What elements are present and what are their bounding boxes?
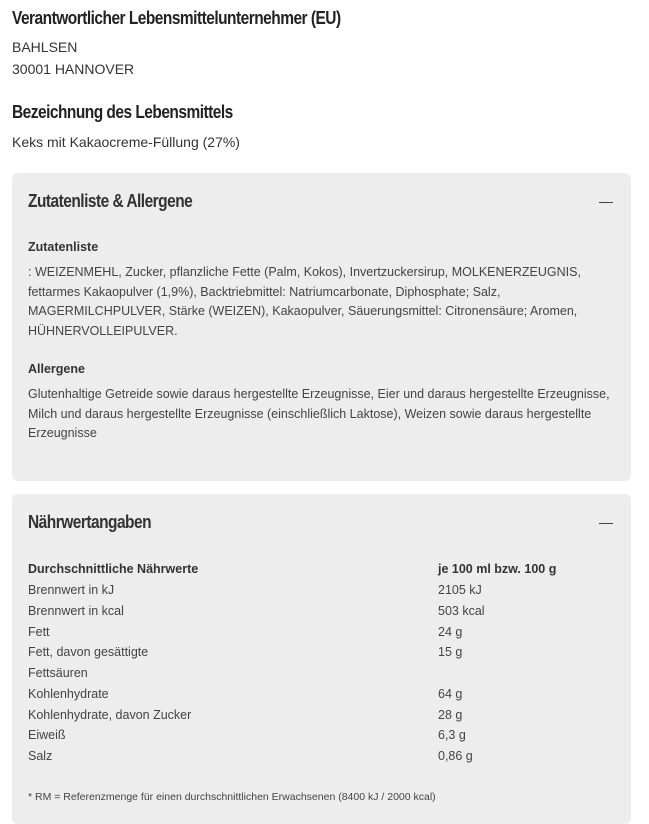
nutrition-panel-title[interactable]: Nährwertangaben [28,512,152,532]
nutrient-value: 28 g [438,708,463,722]
ingredients-panel-title[interactable]: Zutatenliste & Allergene [28,191,193,211]
operator-heading: Verantwortlicher Lebensmittelunternehmer (EU) [12,8,341,28]
nutrient-label: Brennwert in kJ [28,583,115,597]
nutrient-value: 24 g [438,625,463,639]
table-row [28,663,623,684]
nutrient-label: Fett, davon gesättigte [28,645,149,659]
ingredients-heading: Zutatenliste [28,240,99,254]
operator-address: 30001 HANNOVER [12,61,135,77]
nutrient-label: Kohlenhydrate, davon Zucker [28,708,192,722]
nutrition-header-value: je 100 ml bzw. 100 g [438,562,557,576]
allergens-heading: Allergene [28,362,85,376]
nutrient-label: Kohlenhydrate [28,687,109,701]
table-row [28,705,623,726]
table-row [28,725,623,746]
allergens-text: Glutenhaltige Getreide sowie daraus hergestellte Erzeugnisse, Eier und daraus hergestellte Erzeugnisse, Milch und daraus hergestellte Erzeugnisse (einschließlich Laktose), Weizen sowie daraus hergestellte Erzeugnisse [28,387,610,440]
table-row [28,684,623,705]
reference-footnote: * RM = Referenzmenge für einen durchschnittlichen Erwachsenen (8400 kJ / 2000 kcal) [28,791,436,803]
table-row [28,642,623,663]
nutrient-value: 6,3 g [438,728,466,742]
collapse-icon[interactable] [599,516,613,530]
nutrient-value: 64 g [438,687,463,701]
nutrition-panel [12,494,631,824]
designation-heading: Bezeichnung des Lebensmittels [12,102,233,122]
nutrient-value: 0,86 g [438,749,473,763]
nutrient-value: 2105 kJ [438,583,482,597]
table-row [28,580,623,601]
nutrient-label: Salz [28,749,53,763]
ingredients-allergens-panel [12,173,631,481]
nutrition-header-label: Durchschnittliche Nährwerte [28,562,199,576]
nutrient-value: 15 g [438,645,463,659]
nutrient-label: Eiweiß [28,728,66,742]
ingredients-text: : WEIZENMEHL, Zucker, pflanzliche Fette (Palm, Kokos), Invertzuckersirup, MOLKENERZEUGNIS, fettarmes Kakaopulver (1,9%), Backtriebmittel: Natriumcarbonate, Diphosphate; Salz, MAGERMILCHPULVER, Stärke (WEIZEN), Kakaopulver, Säuerungsmittel: Citronensäure; Aromen, HÜHNERVOLLEIPULVER. [28,265,581,338]
nutrient-label: Fettsäuren [28,666,88,680]
nutrient-value: 503 kcal [438,604,485,618]
table-row [28,601,623,622]
designation-text: Keks mit Kakaocreme-Füllung (27%) [12,134,240,150]
table-row [28,622,623,643]
nutrient-label: Brennwert in kcal [28,604,124,618]
operator-name: BAHLSEN [12,39,78,55]
nutrition-table-header [28,559,623,580]
collapse-icon[interactable] [599,195,613,209]
nutrient-label: Fett [28,625,50,639]
table-row [28,746,623,767]
